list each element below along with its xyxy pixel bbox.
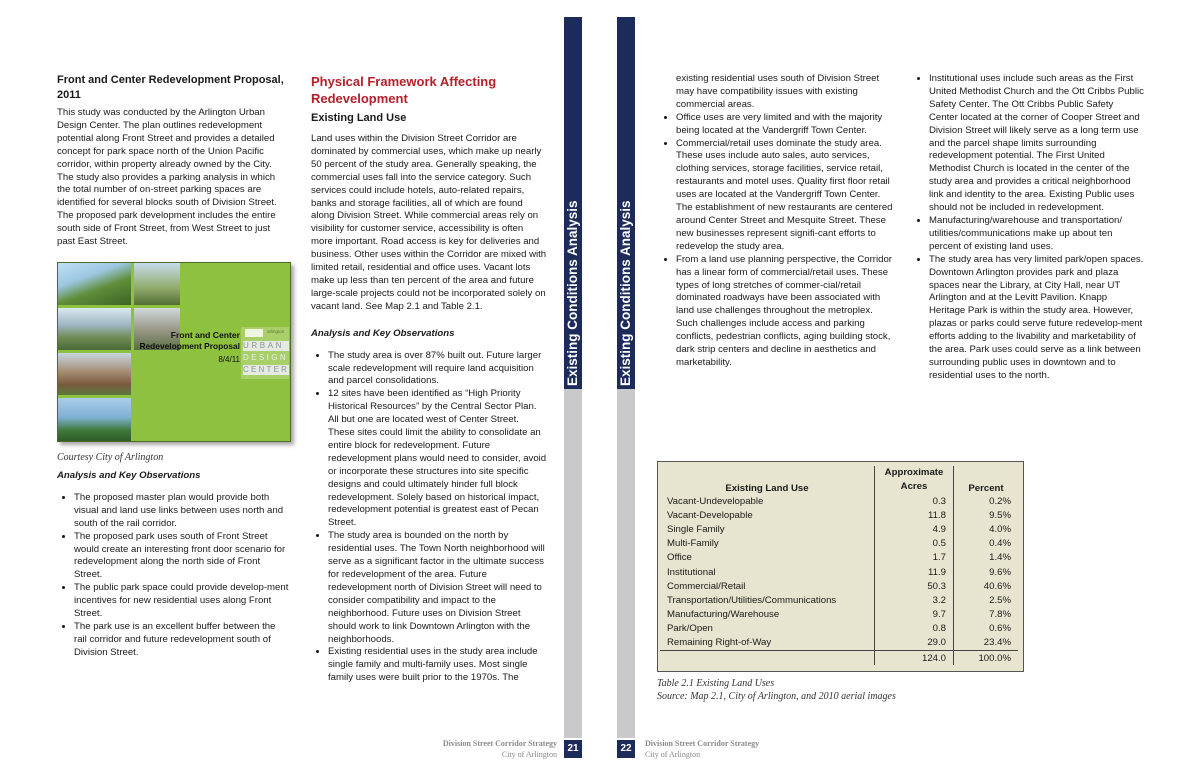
section-title: Physical Framework Affecting Redevelopment (311, 74, 497, 106)
page-number-22: 22 (617, 740, 635, 758)
cover-photo-4 (58, 398, 131, 441)
udc-logo-small: arlington (267, 329, 285, 334)
percent-cell: 9.6% (989, 566, 1011, 578)
cover-date: 8/4/11 (218, 355, 240, 364)
right-footer (645, 738, 845, 760)
right-column-1 (659, 73, 895, 370)
land-use-cell: Vacant-Developable (667, 509, 753, 521)
land-use-cell: Multi-Family (667, 538, 719, 550)
percent-cell: 1.4% (989, 552, 1011, 564)
land-use-cell: Vacant-Undevelopable (667, 495, 764, 507)
table-caption (657, 677, 1037, 703)
acres-cell: 9.7 (875, 608, 954, 622)
udc-logo-line-3: CENTER (243, 365, 290, 374)
table-row (660, 551, 1018, 565)
table-row (660, 593, 1018, 607)
total-acres: 124.0 (875, 651, 954, 666)
land-use-cell: Single Family (667, 523, 725, 535)
percent-cell: 7.8% (989, 609, 1011, 621)
land-use-cell: Transportation/Utilities/Communications (667, 594, 837, 606)
acres-cell: 1.7 (875, 551, 954, 565)
left-footer-sub: City of Arlington (501, 750, 557, 759)
list-item: • Office uses are very limited and with the majority being located at the Vandergriff Town Center. (676, 112, 895, 138)
land-use-cell: Commercial/Retail (667, 580, 746, 592)
land-use-cell: Office (667, 552, 692, 564)
total-percent: 100.0% (954, 651, 1019, 666)
land-use-cell: Manufacturing/Warehouse (667, 609, 780, 621)
table-row (660, 522, 1018, 536)
land-use-bullets (311, 350, 547, 686)
header-acres (875, 466, 954, 494)
table-row (660, 579, 1018, 593)
percent-cell: 23.4% (983, 637, 1011, 649)
list-item: • The proposed park uses south of Front Street would create an interesting front door scenario for redevelopment along the north side of Front Street. (74, 531, 289, 583)
udc-logo-line-2: DESIGN (243, 353, 289, 362)
table-row (660, 622, 1018, 636)
land-use-table-box (657, 461, 1024, 672)
left-column-2 (311, 73, 547, 685)
percent-cell: 2.5% (989, 594, 1011, 606)
table-row (660, 494, 1018, 508)
list-item: • The study area has very limited park/open spaces. Downtown Arlington provides park and plaza spaces near the Library, at City Hall, near UT Arlington and at the Levitt Pavilion. Knapp Heritage Park is within the study area. However, plazas or parks could serve future redevelop-ment efforts adding to the livability and marketability of the area. Park uses could serve as a link between surrounding public uses in downtown and to residential uses to the north. (929, 254, 1144, 383)
left-spine-strip (564, 389, 582, 738)
table-row (660, 537, 1018, 551)
table-row (660, 565, 1018, 579)
list-item: • Manufacturing/warehouse and transportation/ utilities/communications make up about ten percent of existing land uses. (929, 215, 1144, 254)
right-bullets-2 (912, 73, 1144, 383)
cover-photo-5 (134, 263, 180, 305)
acres-cell: 3.2 (875, 593, 954, 607)
list-item: • Commercial/retail uses dominate the study area. These uses include auto sales, auto services, clothing services, storage facilities, service retail, restaurants and motel uses. Quality first floor retail uses are located at the Vandergriff Town Center. The establishment of new restaurants are centered around Center Street and Mesquite Street. These new businesses represent signifi-cant efforts to redevelop the study area. (676, 138, 895, 254)
header-acres-line2: Acres (900, 481, 928, 492)
list-item: • Institutional uses include such areas as the First United Methodist Church and the Ott Cribbs Public Safety Center. The Ott Cribbs Public Safety Center located at the corner of Cooper Street and Division Street will likely serve as a long term use and the parcel shape limits surrounding redevelopment potential. The First United Methodist Church is located in the center of the study area and provides a critical neighborhood link and identity to the area. Existing Public uses should not be included in redevelopment. (929, 73, 1144, 215)
percent-cell: 0.4% (989, 538, 1011, 550)
acres-cell: 50.3 (875, 579, 954, 593)
list-item: • The study area is over 87% built out. Future larger scale redevelopment will require land acquisition and parcel consolidations. (328, 350, 547, 389)
land-use-cell: Park/Open (667, 623, 713, 635)
table-row (660, 508, 1018, 522)
proposal-title: Front and Center Redevelopment Proposal, 2011 (57, 74, 284, 101)
header-percent: Percent (968, 483, 1004, 494)
cover-title-2: Redevelopment Proposal (139, 341, 240, 351)
list-item: • The public park space could provide develop-ment incentives for new residential uses along Front Street. (74, 582, 289, 621)
right-bullets-1 (659, 112, 895, 370)
table-total-row (660, 651, 1018, 666)
land-use-cell: Institutional (667, 566, 716, 578)
cover-photo-2 (58, 308, 131, 350)
list-item: • 12 sites have been identified as “High Priority Historical Resources” by the Central Sector Plan. All but one are located west of Center Street. These sites could limit the ability to consolidate an entire block for redevelopment. Future redevelopment plans would need to consider, avoid or incorporate these structures into site specific designs and could ultimately hinder full block redevelopment. Solely based on historical impact, redevelopment potential is greatest east of Pecan Street. (328, 388, 547, 530)
cover-caption: Courtesy City of Arlington (57, 452, 164, 463)
list-item: • Existing residential uses in the study area include single family and multi-family uses. Most single family uses were built prior to the 1970s. The (328, 646, 547, 685)
section-subtitle: Existing Land Use (311, 112, 407, 124)
left-column-1 (57, 73, 289, 249)
left-footer (380, 738, 557, 760)
list-item: • The study area is bounded on the north by residential uses. The Town North neighborhood will serve as a significant factor in the ultimate success for redevelopment of the area. Future redevelopment north of Division Street will need to consider compatibility and impact to the neighborhood. Future uses on Division Street should work to link Downtown Arlington with the neighborhoods. (328, 530, 547, 646)
land-use-cell: Remaining Right-of-Way (667, 637, 772, 649)
total-label-cell (660, 651, 875, 666)
table-header-row (660, 466, 1018, 494)
acres-cell: 4.9 (875, 522, 954, 536)
list-item: • From a land use planning perspective, the Corridor has a linear form of commercial/retail uses. These types of long stretches of commer-cial/retail dominated roadways have been associated with land use challenges throughout the metroplex. Such challenges include access and parking conflicts, pedestrian conflicts, aging building stock, dark strip centers and decline in aesthetics and marketability. (676, 254, 895, 370)
left-spine-label: Existing Conditions Analysis (565, 200, 580, 386)
acres-cell: 11.8 (875, 508, 954, 522)
observations-heading-2: Analysis and Key Observations (311, 327, 455, 339)
table-row (660, 636, 1018, 651)
right-footer-title: Division Street Corridor Strategy (645, 739, 760, 748)
acres-cell: 29.0 (875, 636, 954, 651)
right-column-2 (912, 73, 1144, 383)
land-use-body: Land uses within the Division Street Corridor are dominated by commercial uses, which make up nearly 50 percent of the study area. Generally speaking, the commercial uses fall into the service category. Such services could include hotels, auto-related repairs, banks and storage facilities, all of which are found along Division Street. While commercial areas rely on visibility for customer service, accessibility is often more important. Road access is key for deliveries and business. Other uses within the Corridor are mixed with limited retail, residential and office uses. Vacant lots make up less than ten percent of the area and future large-scale projects could not be incorporated solely on vacant land. See Map 2.1 and Table 2.1. (311, 133, 547, 312)
header-acres-line1: Approximate (884, 467, 944, 478)
proposal-bullets (57, 492, 289, 660)
percent-cell: 9.5% (989, 509, 1011, 521)
right-footer-sub: City of Arlington (645, 750, 701, 759)
table-body (660, 494, 1018, 651)
udc-logo-line-1: URBAN (243, 341, 289, 351)
percent-cell: 4.0% (989, 523, 1011, 535)
acres-cell: 11.9 (875, 565, 954, 579)
page-number-21: 21 (564, 740, 582, 758)
cover-title-1: Front and Center (170, 330, 240, 340)
udc-logo-mark (245, 329, 263, 337)
proposal-body: This study was conducted by the Arlington Urban Design Center. The plan outlines redevelopment potential along Front Street and provides a detailed concept for park space north of the Union Pacific corridor, within property already owned by the City. The study also provides a parking analysis in which the total number of on-street parking spaces are identified for several blocks south of Division Street. The proposed park development includes the entire south side of Front Street, from West Street to just past East Street. (57, 107, 277, 248)
list-item: • The proposed master plan would provide both visual and land use links between uses north and south of the rail corridor. (74, 492, 289, 531)
cover-photo-3 (58, 353, 131, 395)
table-caption-title: Table 2.1 Existing Land Uses (657, 678, 775, 689)
right-intro: existing residential uses south of Division Street may have compatibility issues with existing commercial areas. (676, 73, 880, 110)
left-column-1-observations (57, 470, 289, 660)
acres-cell: 0.3 (875, 494, 954, 508)
proposal-cover-image (57, 262, 291, 442)
left-footer-title: Division Street Corridor Strategy (442, 739, 557, 748)
table-caption-source: Source: Map 2.1, City of Arlington, and 2010 aerial images (657, 691, 896, 702)
percent-cell: 40.6% (983, 580, 1011, 592)
udc-logo (241, 327, 289, 379)
list-item: • The park use is an excellent buffer between the rail corridor and future redevelopment south of Division Street. (74, 621, 289, 660)
acres-cell: 0.5 (875, 537, 954, 551)
percent-cell: 0.2% (989, 495, 1011, 507)
cover-photo-1 (58, 263, 131, 305)
observations-heading-1: Analysis and Key Observations (57, 470, 201, 481)
percent-cell: 0.6% (989, 623, 1011, 635)
right-spine-strip (617, 389, 635, 738)
land-use-table (660, 466, 1018, 665)
right-spine-label: Existing Conditions Analysis (618, 200, 633, 386)
acres-cell: 0.8 (875, 622, 954, 636)
header-use: Existing Land Use (725, 483, 809, 494)
table-row (660, 608, 1018, 622)
